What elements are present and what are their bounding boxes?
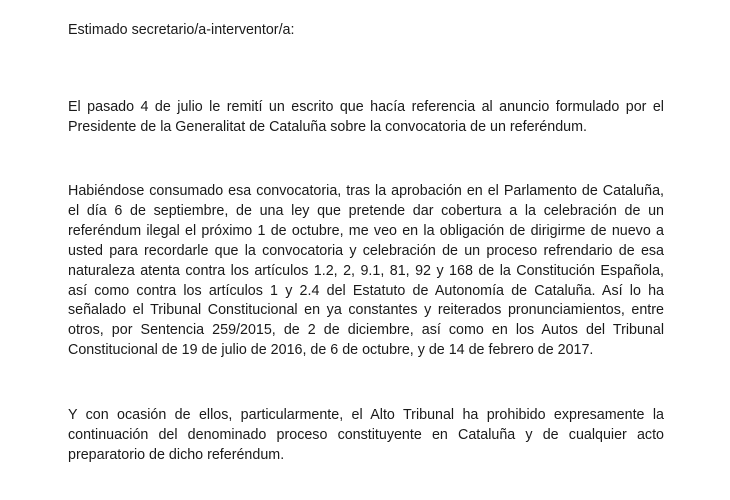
paragraph-court-prohibition: Y con ocasión de ellos, particularmente, el Alto Tribunal ha prohibido expresamente la continuación del denominado proceso constituyente en Cataluña y de cualquier acto preparatorio de dicho referéndum. — [68, 407, 664, 463]
paragraph-previous-letter: El pasado 4 de julio le remití un escrito que hacía referencia al anuncio formulado por el Presidente de la Generalitat de Cataluña sobre la convocatoria de un referéndum. — [68, 99, 664, 135]
paragraph-legal-grounds: Habiéndose consumado esa convocatoria, tras la aprobación en el Parlamento de Cataluña, el día 6 de septiembre, de una ley que pretende dar cobertura a la celebración de un referéndum ilegal el próximo 1 de octubre, me veo en la obligación de dirigirme de nuevo a usted para recordarle que la convocatoria y celebración de un proceso refrendario de esa naturaleza atenta contra los artículos 1.2, 2, 9.1, 81, 92 y 168 de la Constitución Española, así como contra los artículos 1 y 2.4 del Estatuto de Autonomía de Cataluña. Así lo ha señalado el Tribunal Constitucional en ya constantes y reiterados pronunciamientos, entre otros, por Sentencia 259/2015, de 2 de diciembre, así como en los Autos del Tribunal Constitucional de 19 de julio de 2016, de 6 de octubre, y de 14 de febrero de 2017. — [68, 183, 664, 359]
salutation: Estimado secretario/a-interventor/a: — [68, 22, 295, 38]
